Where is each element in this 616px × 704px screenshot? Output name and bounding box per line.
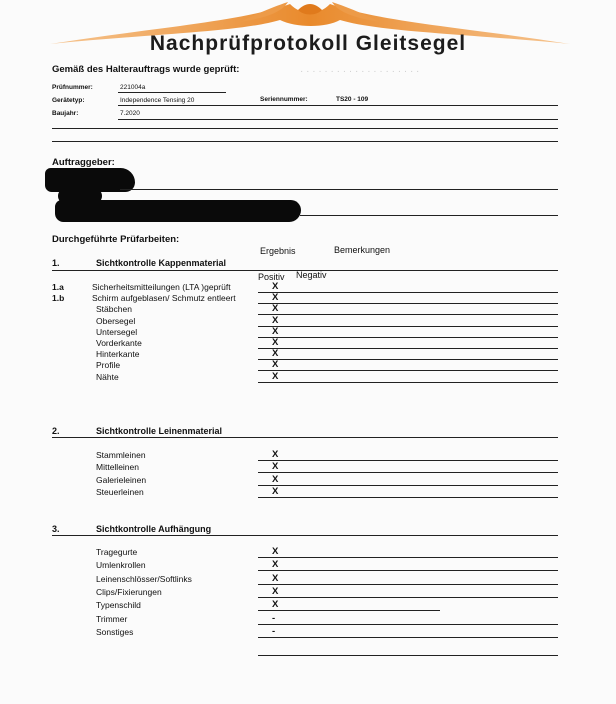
result-mark: X (272, 449, 279, 460)
item-label: Clips/Fixierungen (96, 586, 162, 597)
item-label: Leinenschlösser/Softlinks (96, 573, 192, 584)
redaction-mark (55, 200, 301, 222)
result-mark: X (272, 461, 279, 473)
intro-heading: Gemäß des Halterauftrags wurde geprüft: (52, 64, 240, 75)
item-label: Obersegel (96, 315, 136, 326)
prufnummer-label: Prüfnummer: (52, 84, 93, 91)
result-mark: X (272, 486, 279, 498)
baujahr-label: Baujahr: (52, 110, 79, 117)
pruefarbeiten-label: Durchgeführte Prüfarbeiten: (52, 234, 180, 245)
item-number: 1.b (52, 293, 65, 304)
section-number: 3. (52, 524, 60, 534)
item-label: Schirm aufgeblasen/ Schmutz entleert (92, 293, 236, 304)
result-mark: X (272, 473, 279, 485)
result-mark: X (272, 599, 279, 611)
section-title: Sichtkontrolle Kappenmaterial (96, 258, 227, 268)
result-mark: X (272, 572, 279, 584)
item-label: Trimmer (96, 613, 128, 624)
section-number: 1. (52, 258, 60, 268)
col-negativ: Negativ (296, 270, 327, 280)
item-label: Umlenkrollen (96, 560, 146, 571)
geratetyp-label: Gerätetyp: (52, 97, 85, 104)
page-title: Nachprüfprotokoll Gleitsegel (149, 32, 467, 55)
geratetyp-value: Independence Tensing 20 (120, 97, 195, 104)
item-label: Vorderkante (96, 338, 142, 348)
prufnummer-value: 221004a (120, 84, 146, 91)
col-positiv: Positiv (258, 272, 285, 282)
baujahr-value: 7.2020 (120, 110, 140, 117)
result-mark: X (272, 325, 279, 337)
result-mark: X (272, 292, 279, 304)
item-label: Steuerleinen (96, 487, 144, 498)
result-mark: X (272, 370, 279, 382)
result-mark: X (272, 281, 279, 292)
auftraggeber-label: Auftraggeber: (52, 157, 115, 168)
result-mark: X (272, 337, 279, 348)
result-mark: X (272, 303, 279, 315)
result-mark: - (272, 625, 276, 637)
result-mark: X (272, 546, 279, 557)
seriennummer-value: TS20 - 109 (336, 96, 369, 103)
result-mark: X (272, 359, 279, 371)
item-label: Galerieleinen (96, 474, 147, 485)
result-mark: X (272, 314, 279, 326)
item-label: Hinterkante (96, 349, 140, 360)
item-label: Sicherheitsmitteilungen (LTA )geprüft (92, 282, 231, 292)
item-label: Stäbchen (96, 304, 132, 315)
item-label: Sonstiges (96, 626, 134, 637)
col-ergebnis: Ergebnis (260, 246, 296, 256)
item-label: Stammleinen (96, 450, 146, 460)
item-number: 1.a (52, 282, 64, 292)
section-number: 2. (52, 426, 60, 436)
result-mark: X (272, 559, 279, 571)
section-title: Sichtkontrolle Aufhängung (96, 524, 212, 534)
item-label: Mittelleinen (96, 462, 139, 473)
result-mark: X (272, 585, 279, 597)
seriennummer-label: Seriennummer: (260, 96, 308, 103)
item-label: Tragegurte (96, 547, 138, 557)
section-title: Sichtkontrolle Leinenmaterial (96, 426, 223, 436)
result-mark: X (272, 348, 279, 360)
item-label: Nähte (96, 371, 119, 382)
item-label: Untersegel (96, 326, 138, 337)
result-mark: - (272, 612, 276, 624)
item-label: Typenschild (96, 600, 141, 611)
bleedthrough-text: · · · · · · · · · · · · · · · · · · · · (300, 66, 420, 77)
col-bemerkungen: Bemerkungen (334, 245, 391, 255)
item-label: Profile (96, 360, 121, 371)
